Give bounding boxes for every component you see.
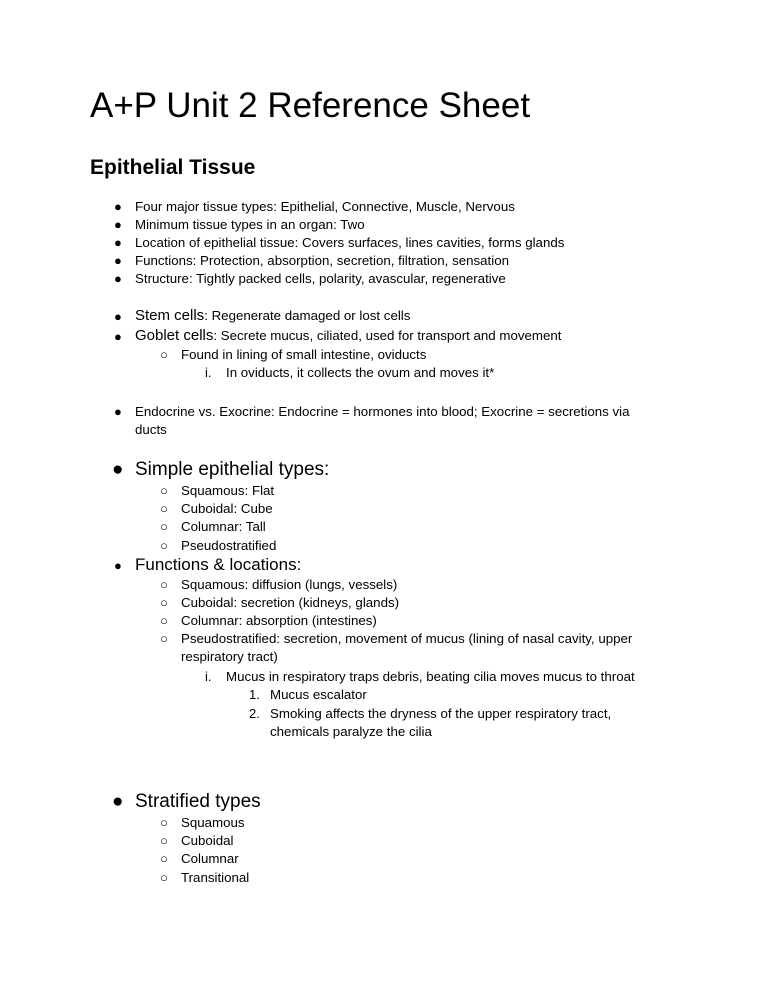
number-marker: 2. [249, 706, 260, 721]
circle-marker: ○ [160, 577, 168, 592]
circle-marker: ○ [160, 519, 168, 534]
sub-list-item: Columnar: absorption (intestines) [181, 613, 377, 628]
bullet-marker: ● [114, 199, 122, 214]
list-item: Minimum tissue types in an organ: Two [135, 217, 365, 232]
stem-cells-description: : Regenerate damaged or lost cells [204, 308, 411, 323]
bullet-marker: ● [114, 235, 122, 250]
list-item-endocrine: Endocrine vs. Exocrine: Endocrine = hormones into blood; Exocrine = secretions via ducts [135, 404, 630, 437]
sub-list-item: Cuboidal [181, 833, 234, 848]
page-title: A+P Unit 2 Reference Sheet [90, 86, 531, 125]
sub-list-item: Columnar: Tall [181, 519, 266, 534]
term-goblet-cells: Goblet cells [135, 327, 214, 344]
circle-marker: ○ [160, 595, 168, 610]
circle-marker: ○ [160, 631, 168, 646]
circle-marker: ○ [160, 613, 168, 628]
goblet-cells-description: : Secrete mucus, ciliated, used for transport and movement [213, 328, 562, 343]
sub-list-item: Pseudostratified [181, 538, 277, 553]
list-item-stem-cells [135, 307, 410, 325]
bullet-marker: ● [114, 271, 122, 286]
stratified-heading: Stratified types [135, 791, 261, 812]
list-item: Location of epithelial tissue: Covers surfaces, lines cavities, forms glands [135, 235, 565, 250]
bullet-marker: ● [114, 253, 122, 268]
bullet-marker: ● [114, 404, 122, 419]
bullet-marker: ● [114, 217, 122, 232]
number-marker: 1. [249, 687, 260, 702]
roman-marker: i. [205, 669, 212, 684]
sub-sub-list-item: In oviducts, it collects the ovum and moves it* [226, 365, 495, 380]
sub-list-item: Squamous [181, 815, 245, 830]
section-heading: Epithelial Tissue [90, 156, 256, 179]
bullet-marker: ● [114, 558, 122, 573]
list-item: Functions: Protection, absorption, secretion, filtration, sensation [135, 253, 509, 268]
roman-marker: i. [205, 365, 212, 380]
simple-types-heading: Simple epithelial types: [135, 459, 330, 480]
sub-list-item: Squamous: diffusion (lungs, vessels) [181, 577, 398, 592]
sub-list-item: Transitional [181, 870, 250, 885]
bullet-marker: ● [112, 791, 124, 812]
sub-list-item: Cuboidal: Cube [181, 501, 273, 516]
bullet-marker: ● [112, 459, 124, 480]
sub-list-item: Squamous: Flat [181, 483, 275, 498]
numbered-item: Mucus escalator [270, 687, 367, 702]
circle-marker: ○ [160, 501, 168, 516]
sub-list-item: Columnar [181, 851, 239, 866]
sub-list-item: Cuboidal: secretion (kidneys, glands) [181, 595, 400, 610]
sub-list-item: Found in lining of small intestine, oviducts [181, 347, 427, 362]
term-stem-cells: Stem cells [135, 307, 205, 324]
circle-marker: ○ [160, 833, 168, 848]
circle-marker: ○ [160, 483, 168, 498]
bullet-marker: ● [114, 329, 122, 344]
list-item-goblet-cells [135, 327, 561, 345]
circle-marker: ○ [160, 851, 168, 866]
list-item: Four major tissue types: Epithelial, Connective, Muscle, Nervous [135, 199, 515, 214]
numbered-item: Smoking affects the dryness of the upper respiratory tract, chemicals paralyze the cilia [270, 706, 612, 739]
sub-sub-list-item: Mucus in respiratory traps debris, beating cilia moves mucus to throat [226, 669, 635, 684]
circle-marker: ○ [160, 347, 168, 362]
circle-marker: ○ [160, 870, 168, 885]
functions-heading: Functions & locations: [135, 555, 302, 574]
bullet-marker: ● [114, 309, 122, 324]
circle-marker: ○ [160, 815, 168, 830]
circle-marker: ○ [160, 538, 168, 553]
sub-list-item: Pseudostratified: secretion, movement of mucus (lining of nasal cavity, upper respiratory tract) [181, 631, 633, 664]
list-item: Structure: Tightly packed cells, polarity, avascular, regenerative [135, 271, 506, 286]
